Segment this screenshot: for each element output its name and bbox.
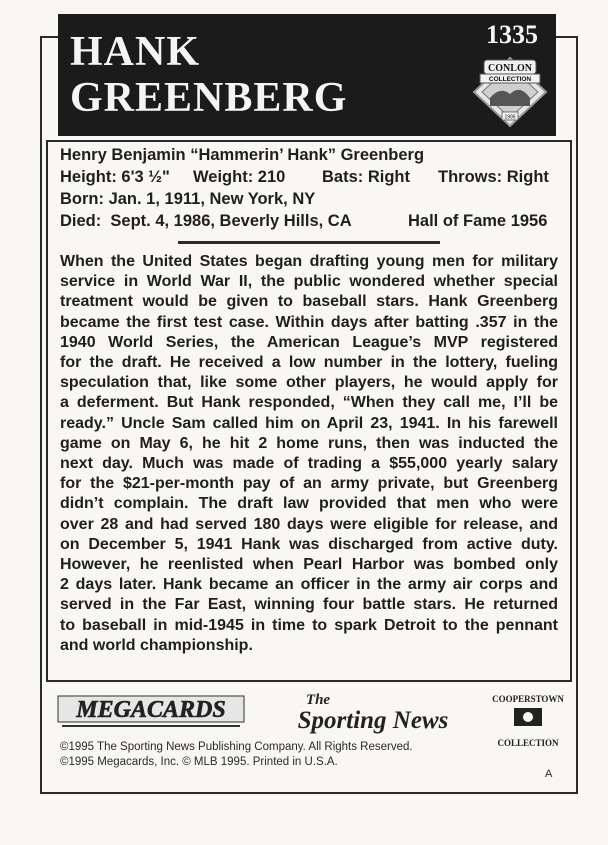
bio-line: treatment would be given to baseball stars. Hank Greenberg (60, 293, 558, 311)
bio-line: on December 5, 1941 Hank was discharged from active duty. (60, 535, 558, 553)
died: Died: Sept. 4, 1986, Beverly Hills, CA (60, 212, 352, 230)
height: Height: 6'3 ½" (60, 168, 170, 186)
bio-line: didn’t complain. The draft law provided that men who were (60, 495, 558, 513)
megacards-logo (56, 686, 246, 734)
bio-line: ready.” Uncle Sam called him on April 23, 1941. In his farewell (60, 414, 558, 432)
bio-line: 1940 World Series, the American League’s MVP registered (60, 333, 558, 351)
sporting-news-text: Sporting News (297, 707, 449, 734)
cooperstown-collection-logo (492, 686, 564, 758)
last-name: GREENBERG (70, 75, 348, 121)
bio-line last: and world championship. (60, 636, 253, 654)
bio-line: a deferment. But Hank responded, “When they call me, I’ll be (60, 394, 558, 412)
weight: Weight: 210 (193, 168, 286, 186)
coop-bottom-text: COLLECTION (497, 738, 559, 748)
card-number: 1335 (486, 20, 538, 49)
biography (60, 252, 558, 656)
coop-top-text: COOPERSTOWN (492, 694, 564, 704)
badge-mid-text: COLLECTION (488, 76, 532, 83)
bats: Bats: Right (322, 168, 410, 186)
throws: Throws: Right (438, 168, 549, 186)
bio-line: became the first test case. Within days after batting .357 in the (60, 313, 558, 331)
first-name: HANK (70, 29, 200, 75)
sporting-the-text: The (305, 692, 331, 708)
megacards-text: MEGACARDS (76, 697, 226, 723)
badge-year-text: 1995 (504, 114, 516, 121)
bio-line: for the $21-per-month pay of an army private, but Greenberg (60, 475, 558, 493)
bio-line: over 28 and had served 180 days were eligible for release, and (60, 515, 558, 533)
badge-top-text: CONLON (488, 63, 532, 74)
bio-line: However, he reenlisted when Pearl Harbor was bombed only (60, 556, 558, 574)
bio-line: 2 days later. Hank became an officer in the army air corps and (60, 576, 558, 594)
bio-line: speculation that, like some other players, he would apply for (60, 374, 558, 392)
bio-line: game on May 6, he hit 2 home runs, then was inducted the (60, 434, 558, 452)
bio-line: When the United States began drafting young men for military (60, 253, 558, 270)
copyright-line-2: ©1995 Megacards, Inc. © MLB 1995. Printed in U.S.A. (60, 756, 338, 768)
hall-of-fame: Hall of Fame 1956 (408, 212, 548, 230)
born: Born: Jan. 1, 1911, New York, NY (60, 190, 316, 208)
conlon-collection-badge (470, 54, 550, 130)
bio-line: service in World War II, the public wondered whether special (60, 273, 558, 291)
sporting-news-logo (278, 686, 468, 738)
corner-letter: A (545, 768, 553, 780)
divider (178, 241, 440, 244)
bio-line: next day. Much was made of trading a $55,000 yearly salary (60, 455, 558, 473)
copyright-line-1: ©1995 The Sporting News Publishing Company. All Rights Reserved. (60, 741, 413, 753)
full-name: Henry Benjamin “Hammerin’ Hank” Greenberg (60, 146, 425, 164)
bio-line: to baseball in mid-1945 in time to spark Detroit to the pennant (60, 616, 558, 634)
bio-line: for the draft. He received a low number in the lottery, fueling (60, 354, 558, 372)
bio-line: served in the Far East, winning four battle stars. He returned (60, 596, 558, 614)
